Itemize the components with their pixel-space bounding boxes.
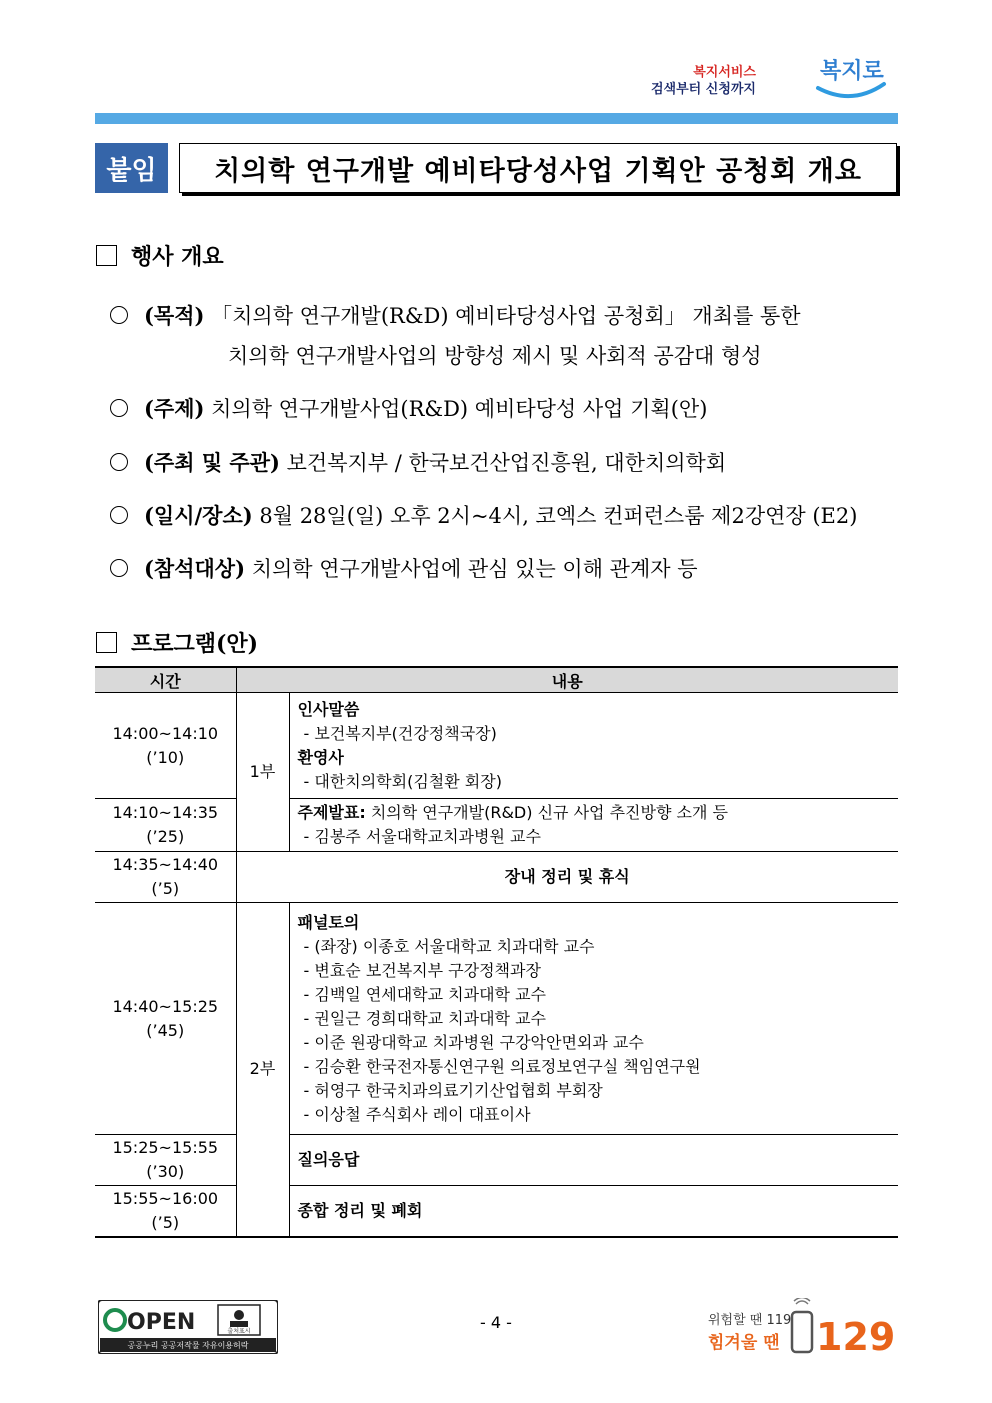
circle-bullet-icon (110, 399, 128, 417)
bullet-topic (110, 393, 900, 423)
header-bar (95, 113, 898, 124)
content-cell: 질의응답 (289, 1135, 898, 1186)
time-range: 15:25~15:55 (112, 1138, 219, 1157)
bullet-purpose (110, 300, 900, 330)
bullet-text: 「치의학 연구개발(R&D) 예비타당성사업 공청회」 개최를 통한 (211, 304, 801, 328)
panel-member: - 권일근 경희대학교 치과대학 교수 (303, 1008, 547, 1028)
col-content-header: 내용 (236, 667, 898, 693)
time-range: 14:10~14:35 (112, 803, 219, 822)
panel-member: - 변효순 보건복지부 구강정책과장 (303, 960, 541, 980)
panel-member: - 이준 원광대학교 치과병원 구강악안면외과 교수 (303, 1032, 644, 1052)
bullet-datetime (110, 500, 900, 530)
table-row (95, 1135, 898, 1186)
bokjiro-logo (812, 48, 892, 108)
bullet-key: (주최 및 주관) (144, 450, 280, 475)
bullet-key: (목적) (144, 303, 205, 328)
item-text: 치의학 연구개발(R&D) 신규 사업 추진방향 소개 등 (365, 803, 728, 822)
table-row (95, 1186, 898, 1237)
circle-bullet-icon (110, 506, 128, 524)
part-cell: 1부 (236, 693, 289, 852)
bullet-purpose-cont (228, 340, 888, 370)
duration: (’30) (146, 1162, 185, 1181)
time-cell (95, 852, 236, 903)
section-event-overview (96, 240, 224, 271)
panel-member: - 김승환 한국전자통신연구원 의료정보연구실 책임연구원 (303, 1056, 701, 1076)
content-cell (289, 693, 898, 799)
time-cell (95, 1135, 236, 1186)
item-heading: 패널토의 (297, 912, 360, 932)
time-cell (95, 903, 236, 1135)
item-detail: - 보건복지부(건강정책국장) (303, 723, 497, 743)
bullet-text: 치의학 연구개발사업(R&D) 예비타당성 사업 기획(안) (211, 397, 708, 421)
slogan-line2: 검색부터 신청까지 (651, 82, 756, 97)
item-heading: 주제발표: (297, 803, 366, 822)
document-title: 치의학 연구개발 예비타당성사업 기획안 공청회 개요 (179, 143, 897, 193)
content-cell: 종합 정리 및 폐회 (289, 1186, 898, 1237)
time-cell (95, 1186, 236, 1237)
duration: (’5) (151, 879, 180, 898)
duration: (’5) (151, 1212, 180, 1232)
circle-bullet-icon (110, 559, 128, 577)
section-program (96, 627, 258, 658)
content-cell (289, 903, 898, 1135)
open-badge-text: 출처표시 (227, 1328, 251, 1335)
content-cell (289, 799, 898, 852)
panel-member: - 허영구 한국치과의료기기산업협회 부회장 (303, 1080, 603, 1100)
duration: (’10) (146, 747, 185, 767)
bullet-host (110, 447, 900, 477)
bullet-text: 8월 28일(일) 오후 2시~4시, 코엑스 컨퍼런스룸 제2강연장 (E2) (259, 504, 858, 528)
bullet-text-2: 치의학 연구개발사업의 방향성 제시 및 사회적 공감대 형성 (228, 344, 762, 368)
item-detail: - 김봉주 서울대학교치과병원 교수 (303, 827, 541, 846)
open-sub-text: 공공누리 공공저작물 자유이용허락 (127, 1341, 249, 1350)
bokjiro-logo-text: 복지로 (820, 59, 884, 84)
table-row (95, 693, 898, 799)
section-heading: 프로그램(안) (131, 631, 259, 657)
circle-bullet-icon (110, 453, 128, 471)
circle-bullet-icon (110, 306, 128, 324)
bullet-key: (일시/장소) (144, 503, 253, 528)
table-header-row (95, 667, 898, 693)
bullet-key: (주제) (144, 396, 205, 421)
bokjiro-slogan (651, 64, 756, 98)
time-range: 14:00~14:10 (112, 723, 219, 743)
table-row (95, 799, 898, 852)
item-detail: - 대한치의학회(김철환 회장) (303, 771, 502, 791)
item-heading: 인사말씀 (297, 699, 360, 719)
bullet-attendees (110, 553, 900, 583)
col-time-header: 시간 (95, 667, 236, 693)
program-table (95, 666, 898, 1238)
hotline-bottom-text: 힘겨울 땐 (708, 1333, 780, 1353)
hotline-129-logo (708, 1298, 898, 1358)
panel-member: - (좌장) 이종호 서울대학교 치과대학 교수 (303, 936, 595, 956)
time-range: 14:35~14:40 (112, 855, 219, 874)
bullet-text: 치의학 연구개발사업에 관심 있는 이해 관계자 등 (251, 557, 698, 581)
time-range: 15:55~16:00 (112, 1188, 219, 1208)
checkbox-square-icon (96, 245, 117, 266)
part-cell: 2부 (236, 903, 289, 1237)
item-heading: 환영사 (297, 747, 344, 767)
hotline-number: 129 (816, 1315, 896, 1358)
time-cell (95, 799, 236, 852)
bullet-text: 보건복지부 / 한국보건산업진흥원, 대한치의학회 (286, 451, 727, 475)
panel-member: - 김백일 연세대학교 치과대학 교수 (303, 984, 547, 1004)
panel-member: - 이상철 주식회사 레이 대표이사 (303, 1104, 531, 1124)
page-number: - 4 - (480, 1313, 512, 1332)
checkbox-square-icon (96, 632, 117, 653)
duration: (’25) (146, 827, 185, 846)
time-range: 14:40~15:25 (112, 996, 219, 1016)
duration: (’45) (146, 1020, 185, 1040)
slogan-line1: 복지서비스 (693, 65, 756, 80)
hotline-top-text: 위험할 땐 119 (708, 1313, 792, 1328)
table-row (95, 903, 898, 1135)
table-row (95, 852, 898, 903)
open-text: OPEN (127, 1310, 196, 1335)
bullet-key: (참석대상) (144, 556, 246, 581)
section-heading: 행사 개요 (131, 244, 224, 270)
time-cell (95, 693, 236, 799)
break-cell: 장내 정리 및 휴식 (236, 852, 898, 903)
attachment-tag: 붙임 (95, 143, 168, 193)
